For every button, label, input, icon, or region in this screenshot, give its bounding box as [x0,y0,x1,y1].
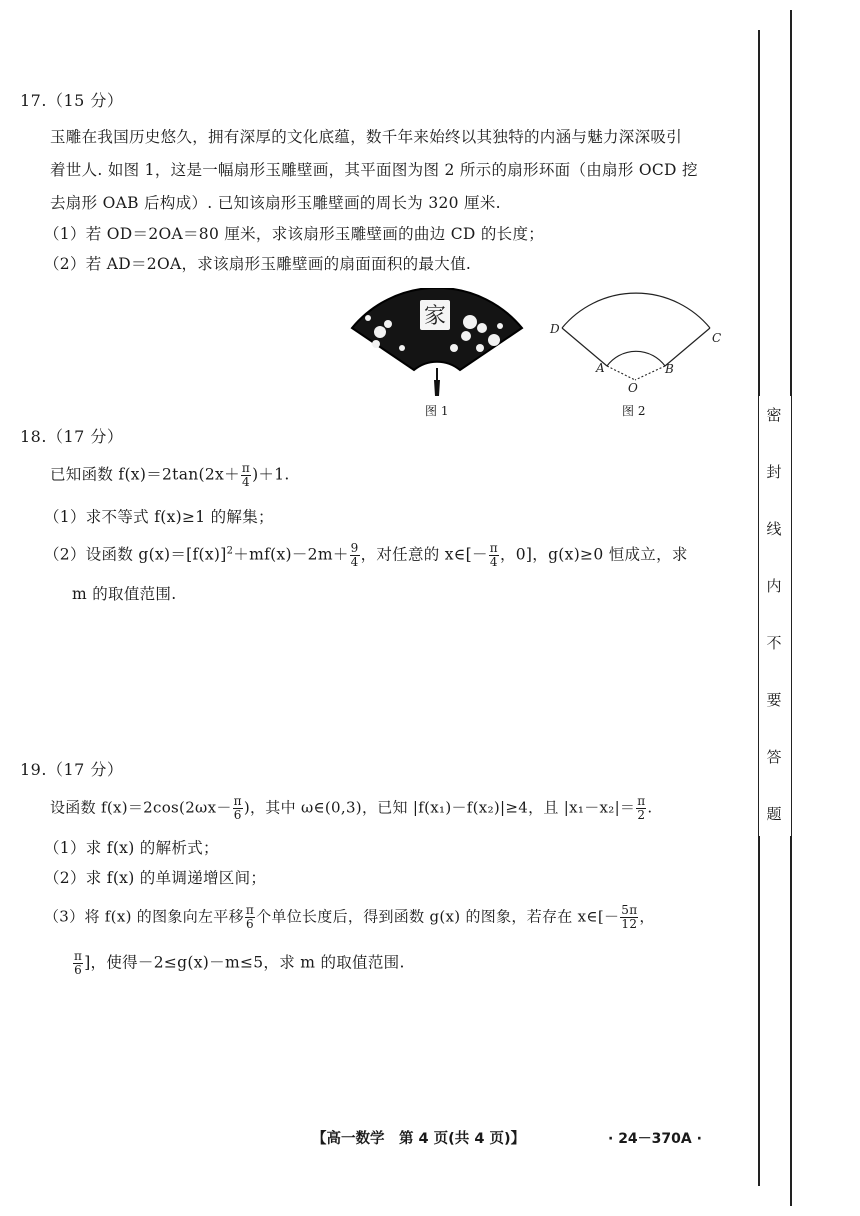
binding-inner-line-bottom [758,836,760,1186]
q18-subquestion-2-continued: m 的取值范围. [72,585,177,603]
binding-outer-line-bottom [790,836,792,1206]
q19-subquestion-1: （1）求 f(x) 的解析式； [44,839,219,857]
q18-subquestion-1: （1）求不等式 f(x)≥1 的解集； [44,508,274,526]
fan-mural-figure [348,288,526,400]
label-o: O [628,381,638,394]
binding-warning-text [763,404,785,824]
fraction: $\frac{\pi}{6}$ [74,949,83,977]
q17-subquestion-1: （1）若 OD＝2OA＝80 厘米，求该扇形玉雕壁画的曲边 CD 的长度； [44,225,545,243]
q18-function-definition [50,462,290,489]
q18-text: 已知函数 f(x)＝2tan(2x＋ [50,465,240,484]
q19-title: 19.（17 分） [20,760,124,779]
binding-char: 封 [766,463,782,481]
fraction: $\frac{9}{4}$ [350,541,359,569]
label-d: D [550,322,560,336]
fraction: $\frac{\pi}{6}$ [233,794,242,822]
binding-char: 要 [766,691,782,709]
page-footer: 【高一数学 第 4 页(共 4 页)】 [312,1131,526,1147]
q17-subquestion-2: （2）若 AD＝2OA，求该扇形玉雕壁画的扇面面积的最大值. [44,255,472,273]
fraction: $\frac{5\pi}{12}$ [621,903,638,931]
binding-char: 内 [766,577,782,595]
binding-char: 不 [766,634,782,652]
fraction: $\frac{\pi}{4}$ [241,461,251,489]
binding-char: 题 [766,805,782,823]
figure-1-caption: 图 1 [425,404,449,418]
label-c: C [712,331,722,345]
q18-title: 18.（17 分） [20,427,124,446]
q19-function-definition: 设函数 f(x)＝2cos(2ωx－ $\frac{\pi}{6}$ )，其中 ω∈(0,3)，已知 |f(x₁)－f(x₂)|≥4，且 |x₁－x₂|＝ $\frac{\pi}{2}$ . [50,794,653,822]
q19-subquestion-3-continued: $\frac{\pi}{6}$ ]，使得－2≤g(x)－m≤5，求 m 的取值范围. [74,949,405,977]
q19-subquestion-2: （2）求 f(x) 的单调递增区间； [44,869,267,887]
binding-char: 线 [766,520,782,538]
binding-inner-line [758,30,760,396]
q19-subquestion-3: （3）将 f(x) 的图象向左平移 $\frac{\pi}{6}$ 个单位长度后，得到函数 g(x) 的图象，若存在 x∈[－ $\frac{5\pi}{12}$ ， [44,903,655,931]
annular-sector-figure [540,284,730,394]
figure-2-caption: 图 2 [622,404,646,418]
fraction: $\frac{\pi}{4}$ [489,541,498,569]
binding-char: 密 [766,406,782,424]
fraction: $\frac{\pi}{6}$ [245,903,255,931]
binding-char: 答 [766,748,782,766]
q18-subquestion-2: （2）设函数 $g(x)=[f(x)]^2+mf(x)-2m+$ $\frac{9}{4}$ ，对任意的 x∈[－ $\frac{\pi}{4}$ ，0]，g(x)≥0 恒成立，求 [44,541,688,569]
label-b: B [665,362,674,376]
q17-paragraph-line-1: 玉雕在我国历史悠久，拥有深厚的文化底蕴，数千年来始终以其独特的内涵与魅力深深吸引 [50,128,683,146]
label-a: A [596,361,605,375]
q17-title: 17.（15 分） [20,91,124,110]
q17-paragraph-line-2: 着世人. 如图 1，这是一幅扇形玉雕壁画，其平面图为图 2 所示的扇形环面（由扇形 OCD 挖 [50,161,698,179]
q17-paragraph-line-3: 去扇形 OAB 后构成）. 已知该扇形玉雕壁画的周长为 320 厘米. [50,194,501,212]
binding-outer-line [790,10,792,396]
q18-text: )＋1. [252,465,290,484]
fraction: $\frac{\pi}{2}$ [637,794,646,822]
exam-code: · 24－370A · [608,1131,702,1147]
fan-character: 家 [423,304,447,329]
